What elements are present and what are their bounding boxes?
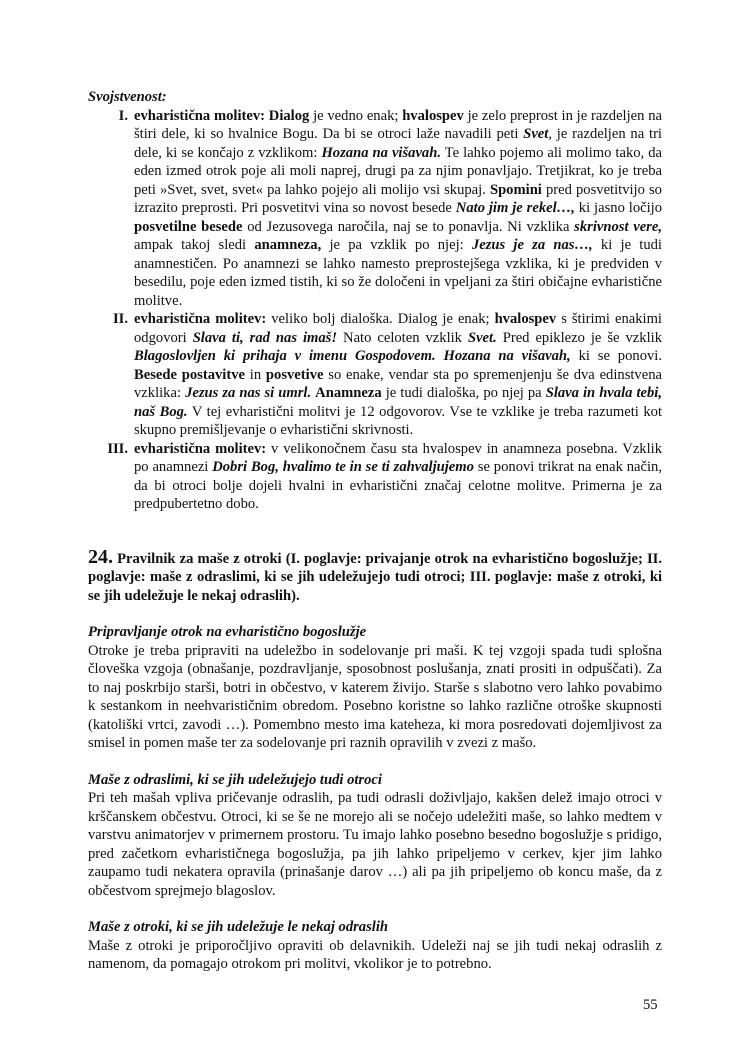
body-text: ki se ponovi. [570,348,662,364]
body-text: se ponovi trikrat na enak način, da bi otroci bolje dojeli hvalni in evharistični značaj celotne molitve. Primerna je za predpubertetno dobo. [134,459,662,512]
list-item-text [134,108,662,309]
emphasis-text: Slava ti, rad nas imaš! [192,329,338,346]
body-text: veliko bolj dialoška. Dialog je enak; [266,311,495,327]
list-item-text [134,311,662,438]
list-item [88,107,662,311]
body-text: , je razdeljen na tri dele, ki se končajo z vzklikom: [134,126,662,161]
body-text: pred posvetitvijo so izrazito preprosti. Pri posvetitvi vina so novost besede [134,181,662,216]
emphasis-text: Blagoslovljen ki prihaja v imenu Gospodovem. Hozana na višavah, [134,348,571,364]
list-item-number: II. [112,311,128,327]
body-text: ki jasno ločijo [574,200,662,216]
emphasis-text: evharistična molitev: [134,311,267,327]
body-text: je tudi dialoška, po njej pa [381,385,546,401]
emphasis-text: Spomini [489,181,542,198]
section-number: 24. [88,545,113,568]
list-item-text [134,441,662,513]
section-title-text: Pravilnik za maše z otroki (I. poglavje: privajanje otrok na evharistično bogoslužje; II. poglavje: maše z odraslimi, ki se jih udeležujejo tudi otroci; III. poglavje: maše z otroki, ki se jih udeležuje le nekaj odraslih). [88,550,662,604]
emphasis-text: posvetilne besede [134,218,243,235]
subsection-body: Otroke je treba pripraviti na udeležbo in sodelovanje pri maši. K tej vzgoji spada tudi splošna človeška vzgoja (obnašanje, pozdravljanje, sposobnost poslušanja, znati prositi in odpuščati). Za to naj poskrbijo starši, botri in občestvo, v katerem živijo. Starše s slabotno vero lahko povabimo k sestankom in neehvarističnim obredom. Posebno koristne so lahko različne otroške skupnosti (katoliški vrtci, zavodi …). Pomembno mesto ima kateheza, ki mora posredovati dojemljivost za smisel in pomen maše ter za sodelovanje pri raznih opravilih v zvezi z mašo. [88,642,662,751]
emphasis-text: skrivnost vere, [574,218,662,235]
emphasis-text: evharistična molitev: [134,440,267,457]
list-item-number: III. [107,440,128,457]
emphasis-text: hvalospev [402,107,464,124]
subsection-title: Pripravljanje otrok na evharistično bogoslužje [88,624,367,640]
list-item [88,440,662,514]
body-text: in [244,366,266,383]
body-text: je vedno enak; [309,107,403,124]
subsection-title: Maše z odraslimi, ki se jih udeležujejo tudi otroci [88,771,382,788]
list-item-number: I. [118,107,128,124]
body-text: V tej evharistični molitvi je 12 odgovorov. Vse te vzklike je treba razumeti kot skupno premišljevanje o evharistični skrivnosti. [134,403,663,438]
body-text: Te lahko pojemo ali molimo tako, da eden izmed otrok poje ali moli naprej, drugi pa za njim ponavljajo. Tretjikrat, ko je treba peti »Svet, svet, svet« pa lahko pojejo ali molijo vsi skupaj. [134,144,662,198]
list-item [88,310,662,440]
emphasis-text: Svet [523,126,549,142]
emphasis-text: Dobri Bog, hvalimo te in se ti zahvaljujemo [212,459,474,475]
body-text: so enake, vendar sta po spremenjenju še dva edinstvena vzklika: [134,366,662,401]
emphasis-text: Jezus je za nas…, [471,237,593,253]
body-text: ampak takoj sledi [134,237,255,253]
prayer-list [88,107,662,514]
emphasis-text: anamneza, [254,237,322,253]
section-heading [88,545,662,606]
body-text: ki je tudi anamnestičen. Po anamnezi se lahko namesto preprostejšega vzklika, ki je predviden v besedilu, poje eden izmed tistih, ki so že določeni in vpeljani za štiri običajne evharistične molitve. [134,237,662,309]
emphasis-text: Besede postavitve [134,366,245,383]
emphasis-text: hvalospev [494,311,557,327]
emphasis-text: Svet. [467,329,497,346]
emphasis-text: posvetive [265,366,324,383]
body-text: je zelo preprost in je razdeljen na štiri dele, ki so hvalnice Bogu. Da bi se otroci laže navadili peti [134,107,662,142]
subsection-title: Maše z otroki, ki se jih udeležuje le nekaj odraslih [88,919,389,935]
subsection-preparation [88,623,662,753]
emphasis-text: Slava in hvala tebi, naš Bog. [134,385,663,420]
emphasis-text: Hozana na višavah. [321,144,441,161]
body-text: je pa vzklik po njej: [321,237,472,253]
emphasis-text: Anamneza [315,385,382,401]
emphasis-text: evharistična molitev: Dialog [134,107,310,124]
body-text: Nato celoten vzklik [337,329,468,346]
body-text: v velikonočnem času sta hvalospev in anamneza posebna. Vzklik po anamnezi [134,440,662,475]
document-page [88,88,662,974]
body-text: od Jezusovega naročila, naj se to ponavlja. Ni vzklika [242,218,575,235]
intro-label: Svojstvenost: [88,89,167,105]
subsection-body: Maše z otroki je priporočljivo opraviti ob delavnikih. Udeleži naj se jih tudi nekaj odraslih z namenom, da pomagajo otrokom pri molitvi, vkolikor je to potrebno. [88,937,662,972]
subsection-body: Pri teh mašah vpliva pričevanje odraslih, pa tudi odrasli doživljajo, kakšen delež imajo otroci v krščanskem občestvu. Otroci, ki se še ne morejo ali se nočejo udeležiti maše, so lahko medtem v varstvu animatorjev v primernem prostoru. Tu imajo lahko posebno besedno bogoslužje s pridigo, pred začetkom evharističnega bogoslužja, pa jih lahko pripeljemo v cerkev, kjer jim lahko zaupamo tudi nekatera opravila (prinašanje darov …) ali pa jih pripeljemo ob koncu maše, da z občestvom sprejmejo blagoslov. [88,790,662,899]
page-number: 55 [643,997,658,1013]
emphasis-text: Jezus za nas si umrl. [185,385,312,401]
subsection-child-masses [88,918,662,974]
subsection-adult-masses [88,771,662,901]
body-text: Pred epiklezo je še vzklik [496,329,662,346]
emphasis-text: Nato jim je rekel…, [455,200,575,216]
body-text: s štirimi enakimi odgovori [134,311,662,346]
